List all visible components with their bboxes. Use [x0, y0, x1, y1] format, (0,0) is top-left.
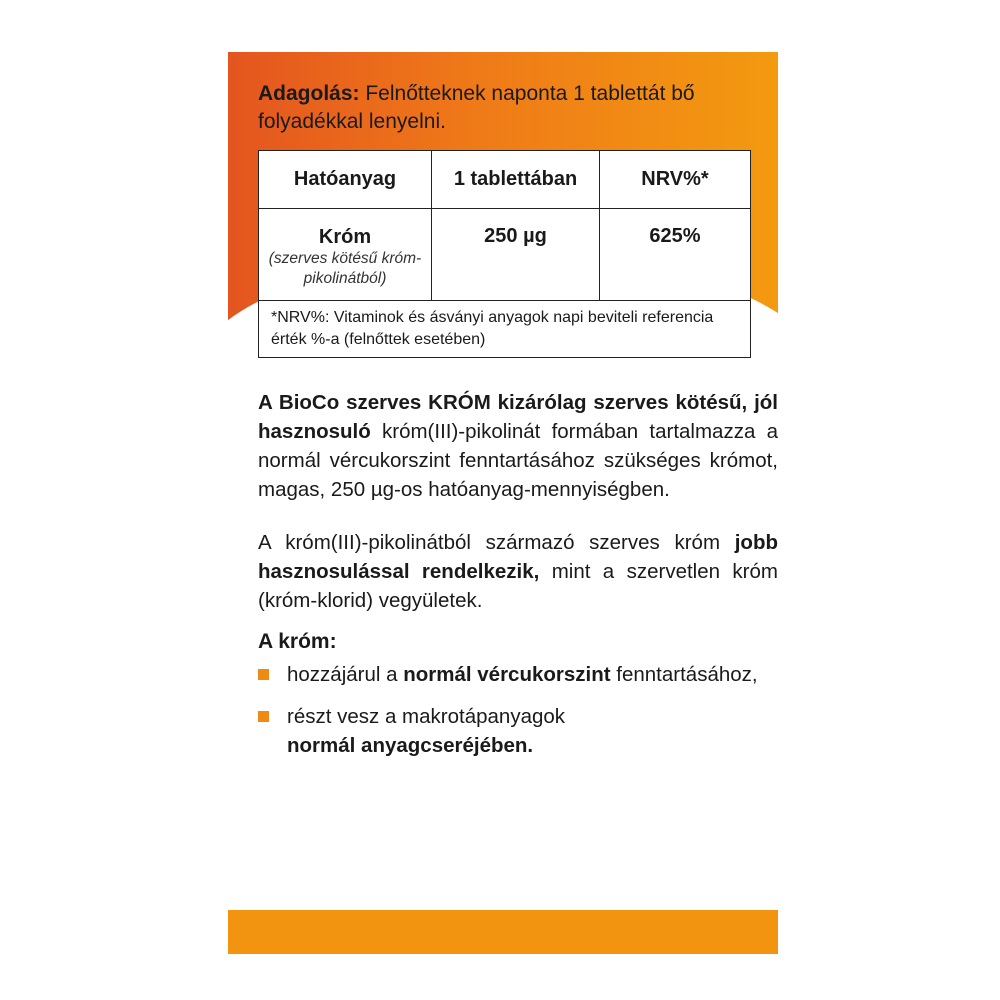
header-nrv: NRV%*: [600, 151, 751, 209]
bullet-bold: normál anyagcseréjében.: [287, 734, 534, 757]
table-header-row: [259, 151, 751, 209]
dosage-text: [258, 80, 758, 136]
description-rest: króm(III)-pikolinát formában tartalmazza a normál vércukorszint fenntartásához szükséges krómot, magas, 250 µg-os hatóanyag-mennyiségben.: [258, 420, 778, 501]
dosage-label: Adagolás:: [258, 82, 360, 105]
label-panel: [228, 52, 778, 955]
dosage-instructions: Felnőtteknek naponta 1 tablettát bő folyadékkal lenyelni.: [258, 82, 695, 133]
absorption-paragraph: [258, 528, 778, 615]
ingredient-amount: 250 µg: [432, 209, 600, 301]
absorption-bold: jobb hasznosulással rendelkezik,: [258, 531, 778, 583]
nutrition-table: [258, 150, 751, 358]
nrv-footnote: *NRV%: Vitaminok és ásványi anyagok napi beviteli referencia érték %-a (felnőttek esetében): [259, 301, 751, 358]
header-ingredient: Hatóanyag: [259, 151, 432, 209]
absorption-end: mint a szervetlen króm (króm-klorid) vegyületek.: [258, 560, 778, 612]
header-per-tablet: 1 tablettában: [432, 151, 600, 209]
bullet-text: részt vesz a makrotápanyagok: [287, 705, 566, 728]
bullet-text: hozzájárul a: [287, 663, 404, 686]
ingredient-nrv: 625%: [600, 209, 751, 301]
product-description: [258, 388, 778, 504]
table-footnote-row: [259, 301, 751, 358]
bullet-text-end: fenntartásához,: [610, 663, 758, 686]
bullet-bold: normál vércukorszint: [403, 663, 611, 686]
description-bold: A BioCo szerves KRÓM kizárólag szerves kötésű, jól hasznosuló: [258, 391, 778, 443]
ingredient-note: (szerves kötésű króm-pikolinátból): [268, 250, 422, 287]
bullet-square-icon: [258, 669, 269, 680]
absorption-start: A króm(III)-pikolinátból származó szerves króm: [258, 531, 735, 554]
table-row: [259, 209, 751, 301]
ingredient-cell: [259, 209, 432, 301]
bullet-square-icon: [258, 711, 269, 722]
section-heading: A króm:: [258, 630, 337, 653]
orange-footer-bar: [228, 910, 778, 954]
ingredient-name: Króm: [318, 226, 372, 248]
